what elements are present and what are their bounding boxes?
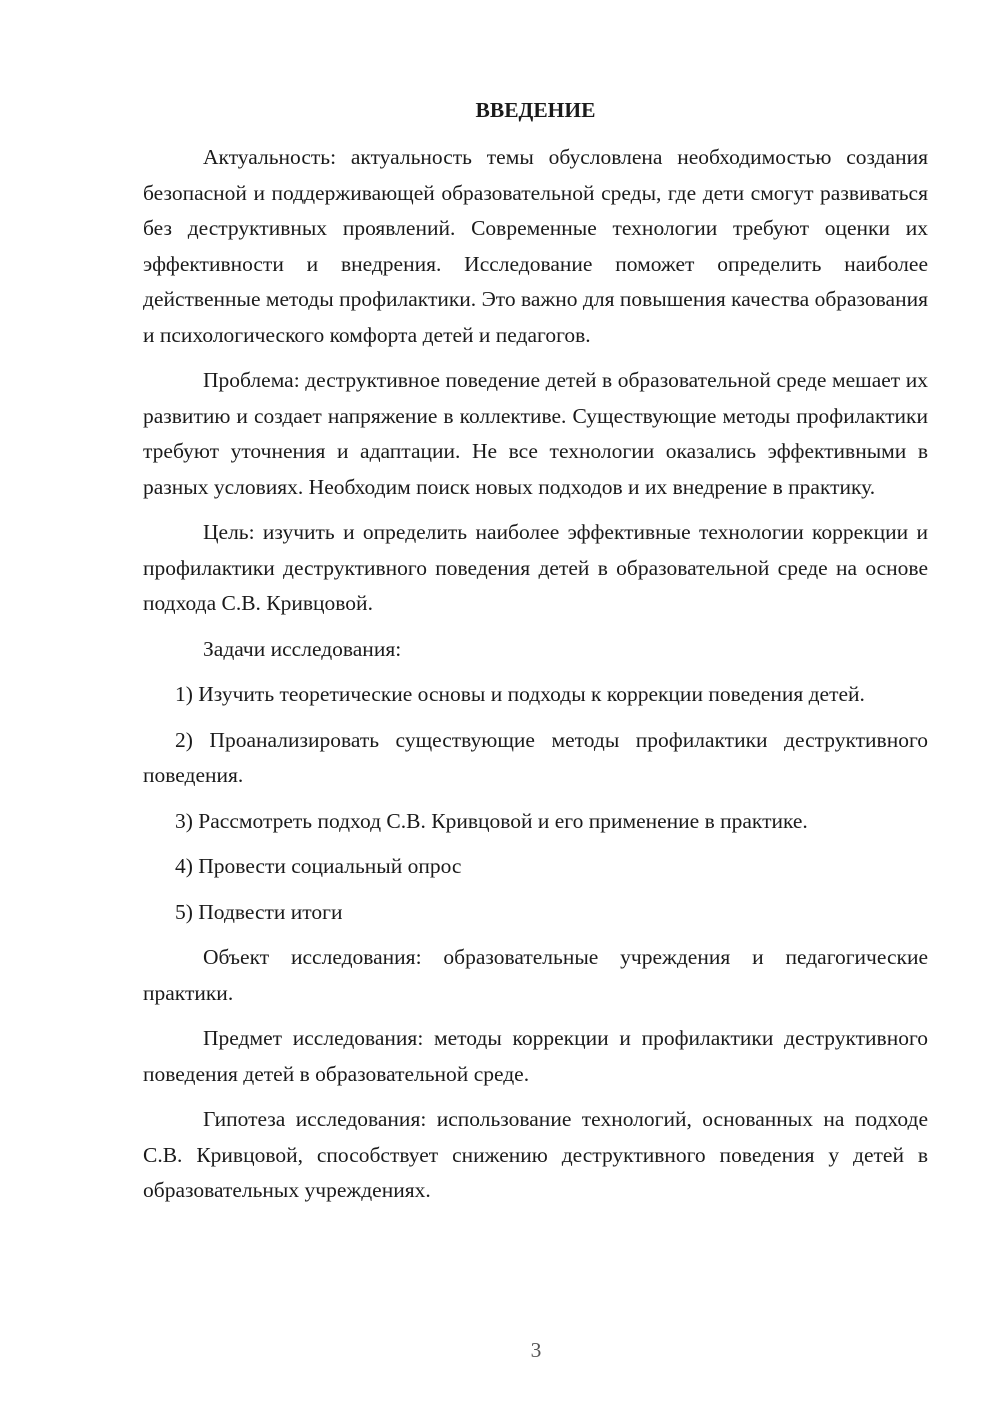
document-body [143, 92, 928, 1219]
task-item-3: 3) Рассмотреть подход С.В. Кривцовой и его применение в практике. [175, 808, 808, 833]
task-item-2: 2) Проанализировать существующие методы профилактики деструктивного поведения. [143, 727, 928, 787]
paragraph-object: Объект исследования: образовательные учреждения и педагогические практики. [143, 945, 928, 1005]
section-heading: ВВЕДЕНИЕ [475, 98, 596, 122]
paragraph-goal: Цель: изучить и определить наиболее эффективные технологии коррекции и профилактики деструктивного поведения детей в образовательной среде на основе подхода С.В. Кривцовой. [143, 520, 928, 615]
task-item-4: 4) Провести социальный опрос [175, 854, 462, 878]
paragraph-problem: Проблема: деструктивное поведение детей в образовательной среде мешает их развитию и создает напряжение в коллективе. Существующие методы профилактики требуют уточнения и адаптации. Не все технологии оказались эффективными в разных условиях. Необходим поиск новых подходов и их внедрение в практику. [143, 368, 928, 499]
task-item-5: 5) Подвести итоги [175, 899, 343, 924]
tasks-title: Задачи исследования: [203, 636, 402, 661]
page-number: 3 [530, 1338, 542, 1362]
paragraph-subject: Предмет исследования: методы коррекции и профилактики деструктивного поведения детей в образовательной среде. [143, 1026, 928, 1086]
task-item-1: 1) Изучить теоретические основы и подходы к коррекции поведения детей. [175, 682, 865, 706]
paragraph-relevance: Актуальность: актуальность темы обусловлена необходимостью создания безопасной и поддерживающей образовательной среды, где дети смогут развиваться без деструктивных проявлений. Современные технологии требуют оценки их эффективности и внедрения. Исследование поможет определить наиболее действенные методы профилактики. Это важно для повышения качества образования и психологического комфорта детей и педагогов. [143, 145, 928, 347]
paragraph-hypothesis: Гипотеза исследования: использование технологий, основанных на подходе С.В. Кривцовой, способствует снижению деструктивного поведения у детей в образовательных учреждениях. [143, 1107, 928, 1202]
